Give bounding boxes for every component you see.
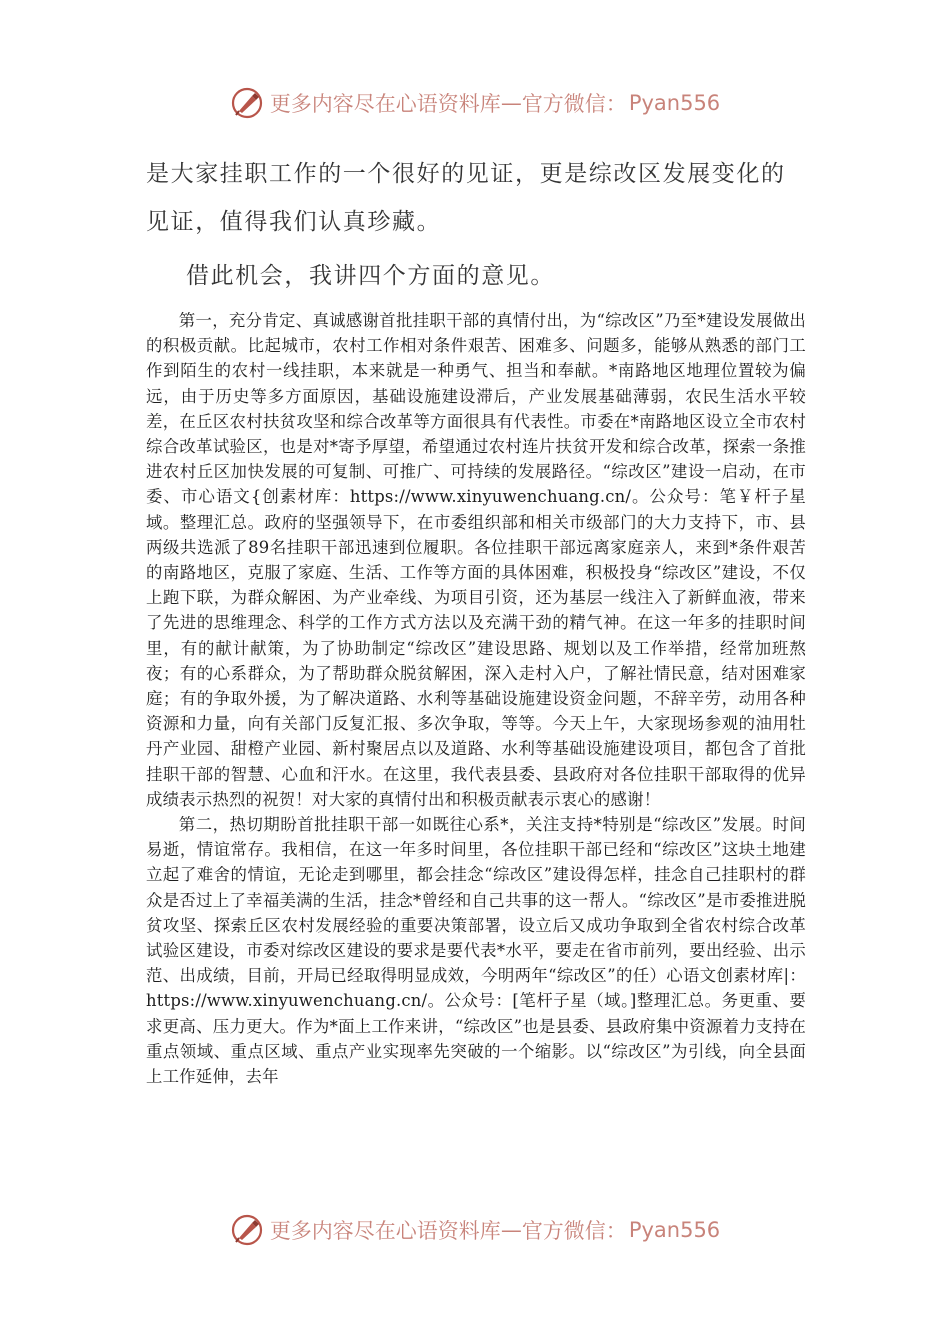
paragraph-first: 第一，充分肯定、真诚感谢首批挂职干部的真情付出，为“综改区”乃至*建设发展做出的积极贡献。比起城市，农村工作相对条件艰苦、困难多、问题多，能够从熟悉的部门工作到陌生的农村一线挂职，本来就是一种勇气、担当和奉献。*南路地区地理位置较为偏远，由于历史等多方面原因，基础设施建设滞后，产业发展基础薄弱，农民生活水平较差，在丘区农村扶贫攻坚和综合改革等方面很具有代表性。市委在*南路地区设立全市农村综合改革试验区，也是对*寄予厚望，希望通过农村连片扶贫开发和综合改革，探索一条推进农村丘区加快发展的可复制、可推广、可持续的发展路径。“综改区”建设一启动，在市委、市心语文{创素材库：https://www.xinyuwenchuang.cn/。公众号：笔￥杆子星域。整理汇总。政府的坚强领导下，在市委组织部和相关市级部门的大力支持下，市、县两级共选派了89名挂职干部迅速到位履职。各位挂职干部远离家庭亲人，来到*条件艰苦的南路地区，克服了家庭、生活、工作等方面的具体困难，积极投身“综改区”建设，不仅上跑下联，为群众解困、为产业牵线、为项目引资，还为基层一线注入了新鲜血液，带来了先进的思维理念、科学的工作方式方法以及充满干劲的精气神。在这一年多的挂职时间里，有的献计献策，为了协助制定“综改区”建设思路、规划以及工作举措，经常加班熬夜；有的心系群众，为了帮助群众脱贫解困，深入走村入户，了解社情民意，结对困难家庭；有的争取外援，为了解决道路、水利等基础设施建设资金问题，不辞辛劳，动用各种资源和力量，向有关部门反复汇报、多次争取，等等。今天上午，大家现场参观的油用牡丹产业园、甜橙产业园、新村聚居点以及道路、水利等基础设施建设项目，都包含了首批挂职干部的智慧、心血和汗水。在这里，我代表县委、县政府对各位挂职干部取得的优异成绩表示热烈的祝贺！对大家的真情付出和积极贡献表示衷心的感谢！ <box>146 311 806 809</box>
banner-wechat-id: Pyan556 <box>628 1218 721 1242</box>
banner-label: 官方微信： <box>521 92 627 116</box>
banner-separator: — <box>500 1218 522 1242</box>
pen-nib-logo-icon <box>230 86 264 120</box>
banner-text: 更多内容尽在心语资料库 <box>269 92 501 116</box>
intro-line-2: 借此机会，我讲四个方面的意见。 <box>186 263 555 289</box>
paragraph-second: 第二，热切期盼首批挂职干部一如既往心系*，关注支持*特别是“综改区”发展。时间易逝，情谊常存。我相信，在这一年多时间里，各位挂职干部已经和“综改区”这块土地建立起了难舍的情谊，无论走到哪里，都会挂念“综改区”建设得怎样，挂念自己挂职村的群众是否过上了幸福美满的生活，挂念*曾经和自己共事的这一帮人。“综改区”是市委推进脱贫攻坚、探索丘区农村发展经验的重要决策部署，设立后又成功争取到全省农村综合改革试验区建设，市委对综改区建设的要求是要代表*水平，要走在省市前列，要出经验、出示范、出成绩，目前，开局已经取得明显成效，今明两年“综改区”的任）心语文创素材库|：https://www.xinyuwenchuang.cn/。公众号：[笔杆子星（域。]整理汇总。务更重、要求更高、压力更大。作为*面上工作来讲，“综改区”也是县委、县政府集中资源着力支持在重点领域、重点区域、重点产业实现率先突破的一个缩影。以“综改区”为引线，向全县面上工作延伸，去年 <box>146 815 806 1087</box>
document-body <box>146 308 806 1089</box>
banner-label: 官方微信： <box>521 1219 627 1243</box>
banner-text: 更多内容尽在心语资料库 <box>269 1219 501 1243</box>
header-watermark-banner <box>0 81 950 125</box>
banner-wechat-id: Pyan556 <box>628 91 721 115</box>
pen-nib-logo-icon <box>230 1213 264 1247</box>
intro-line-1: 是大家挂职工作的一个很好的见证，更是综改区发展变化的见证，值得我们认真珍藏。 <box>146 161 786 235</box>
banner-separator: — <box>500 91 522 115</box>
footer-watermark-banner <box>0 1208 950 1252</box>
